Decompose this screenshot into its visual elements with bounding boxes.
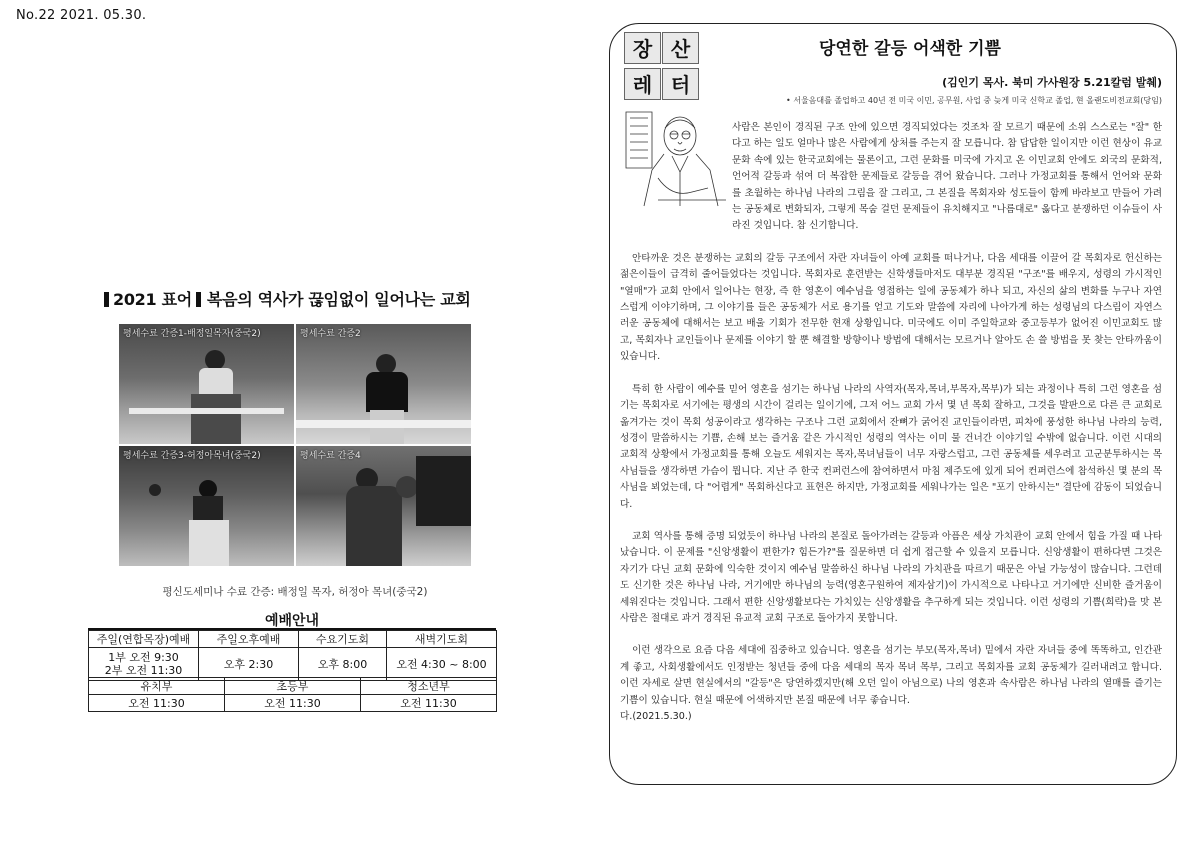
- testimony-photo-grid: [119, 324, 471, 566]
- letter-paragraph-1: 사람은 본인이 경직된 구조 안에 있으면 경직되었다는 것조차 잘 모르기 때문에 소위 스스로는 "잘" 한다고 하는 일도 얼마나 많은 사람에게 상처를 주는지 잘 모릅니다. 참 답답한 일이지만 이런 현상이 유교문화 속에 있는 한국교회에는 물론이고, 그런 문화를 미국에 가지고 온 이민교회 안에도 외국의 문화적, 언어적 갈등과 섞여 더 복잡한 문제들로 갈등을 겪어 왔습니다. 그러나 가정교회를 통해서 언어와 문화를 초월하는 하나님 나라의 그림을 잘 그리고, 그 본질을 목회자와 성도들이 함께 바라보고 만들어 가려는 공동체로 변화되자, 그렇게 목숨 걸던 문제들이 유치해지고 "나름대로" 옳다고 분쟁하던 이슈들이 사라진 것입니다. 참 신기합니다.: [732, 122, 1162, 232]
- letter-paragraph-4: 교회 역사를 통해 증명 되었듯이 하나님 나라의 본질로 돌아가려는 갈등과 아픔은 세상 가치관이 교회 안에서 힘을 가질 때 나타났습니다. 이 문제를 "신앙생활이 편한가? 힘든가?"를 질문하면 더 쉽게 접근할 수 있을지 모릅니다. 신앙생활이 편하다면 그것은 자기가 다닌 교회 문화에 익숙한 것이지 예수님 말씀하신 하나님 나라의 가치관을 따르기 때문은 아닐 가능성이 많습니다. 그런데도 신기한 것은 하나님 나라, 거기에만 하나님의 능력(영혼구원하여 제자삼기)이 가시적으로 나타나고 거기에만 신비한 즐거움이 세워진다는 것입니다. 그래서 편한 신앙생활보다는 가치있는 신앙생활을 추구하게 되는 것입니다. 이런 성령의 기쁨(희락)을 맛 본 사람은 절대로 과거 경직된 유교적 교회 구조로 돌아가지 못합니다.: [620, 530, 1162, 624]
- value-dawn: 오전 4:30 ~ 8:00: [387, 648, 497, 681]
- value-sunday-afternoon: 오후 2:30: [199, 648, 299, 681]
- letter-paragraph-5: 이런 생각으로 요즘 다음 세대에 집중하고 있습니다. 영혼을 섬기는 부모(목자,목녀) 밑에서 자란 자녀들 중에 똑똑하고, 인간관계 좋고, 사회생활에서도 인정받는 청년들 중에 다음 세대의 목자 목녀 목부, 그리고 목회자를 교회 공동체가 길러내려고 합니다. 이런 자세로 살면 현실에서의 "갈등"은 당연하겠지만(해 오던 일이 아님으로) 나의 영혼과 속사람은 하나님 나라의 열매를 즐기는 기쁨이 있습니다. 현실 때문에 어색하지만 본질 때문에 너무 좋습니다.: [620, 645, 1162, 706]
- value-kindergarten: 오전 11:30: [89, 695, 225, 712]
- photo-2-caption: 평세수료 간증2: [300, 329, 361, 339]
- header-sunday-afternoon: 주일오후예배: [199, 631, 299, 648]
- testimony-photo-2: [296, 324, 471, 444]
- letter-paragraph-3: 특히 한 사람이 예수를 믿어 영혼을 섬기는 하나님 나라의 사역자(목자,목녀,부목자,목부)가 되는 과정이나 특히 그런 영혼을 섬기는 목회자로 서기에는 평생의 시간이 걸리는 일이기에, 그저 어느 교회 가서 몇 년 목회 잘하고, 그것을 발판으로 다른 큰 교회로 옮겨가는 것이 목회 성공이라고 생각하는 구조나 그런 교회에서 잔뼈가 굵어진 교인들이라면, 피차에 풍성한 하나님 나라의 능력, 성경이 말씀하시는 기쁨, 손해 보는 즐거움 같은 가시적인 성령의 역사는 이미 물 건너간 이야기일 수밖에 없습니다. 이런 시대의 교회적 상황에서 가정교회를 통해 오늘도 세워지는 목자,목녀님들이 너무 자랑스럽고, 그런 공동체를 세우려고 고군분투하시는 목사님들을 생각하면 가슴이 뭡니다. 지난 주 한국 컨퍼런스에 참여하면서 마침 제주도에 있게 되어 컨퍼런스에 참석하신 몇 분의 목사님을 뵈었는데, 다 "어렵게" 목회하신다고 표현은 하지만, 가정교회를 세워나가는 일은 "포기 안하시는" 결단에 감동이 되었습니다.: [620, 383, 1162, 510]
- education-schedule-table: [88, 677, 497, 712]
- letter-body: [620, 120, 1162, 725]
- value-wednesday: 오후 8:00: [299, 648, 387, 681]
- badge-char-4: 터: [662, 68, 699, 100]
- value-youth: 오전 11:30: [361, 695, 497, 712]
- heading-bar-left: [104, 292, 109, 307]
- header-elementary: 초등부: [225, 678, 361, 695]
- testimony-photo-3: [119, 446, 294, 566]
- header-wednesday: 수요기도회: [299, 631, 387, 648]
- testimony-photo-4: [296, 446, 471, 566]
- letter-badge: [624, 32, 704, 102]
- header-youth: 청소년부: [361, 678, 497, 695]
- header-kindergarten: 유치부: [89, 678, 225, 695]
- photo-3-caption: 평세수료 간증3-허정아목녀(중국2): [123, 451, 261, 461]
- motto-year: 2021 표어: [113, 290, 192, 309]
- header-dawn: 새벽기도회: [387, 631, 497, 648]
- letter-paragraph-2: 안타까운 것은 분쟁하는 교회의 갈등 구조에서 자란 자녀들이 아예 교회를 떠나거나, 다음 세대를 이끌어 갈 목회자로 헌신하는 젊은이들이 급격히 줄어들었다는 것입니다. 목회자로 훈련받는 신학생들마저도 대부분 경직된 "구조"를 배우지, 성령의 가시적인 "열매"가 교회 안에서 일어나는 현장, 즉 한 영혼이 예수님을 영접하는 일에 공동체가 하나 되고, 자신의 삶의 변화를 누구나 자연스럽게 이야기하며, 그 이야기를 들은 공동체가 서로 용기를 얻고 기도와 말씀에 자리에 나아가게 하는 성령님의 다스림이 자연스러운 공동체에 대해서는 보고 배울 기회가 전무한 현재 상황입니다. 미국에도 이미 주일학교와 중고등부가 없어진 이민교회도 많고, 목회자나 교인들이나 문제를 이야기 할 뿐 해결할 방향이나 방법에 대해서는 모르거나 알아도 손 쓸 방법을 못 찾는 안타까움이 있습니다.: [620, 252, 1162, 363]
- letter-author: (김인기 목사. 북미 가사원장 5.21칼럼 발췌): [942, 76, 1162, 89]
- value-sunday-line2: 2부 오전 11:30: [104, 664, 183, 677]
- badge-char-3: 레: [624, 68, 661, 100]
- testimony-photo-1: [119, 324, 294, 444]
- author-bio: • 서울음대를 졸업하고 40년 전 미국 이민, 공무원, 사업 중 늦게 미국 신학교 졸업, 현 올랜도비전교회(당임): [785, 96, 1162, 105]
- heading-bar-right: [196, 292, 201, 307]
- badge-char-1: 장: [624, 32, 661, 64]
- photo-4-caption: 평세수료 간증4: [300, 451, 361, 461]
- issue-number-date: No.22 2021. 05.30.: [16, 8, 147, 23]
- worship-schedule-table: [88, 630, 497, 681]
- portrait-space: [620, 120, 732, 220]
- value-sunday-line1: 1부 오전 9:30: [108, 651, 179, 664]
- motto-heading: [104, 287, 494, 310]
- worship-guide-title: 예배안내: [264, 613, 320, 629]
- photo-caption: 평신도세미나 수료 간증: 배정일 목자, 허정아 목녀(중국2): [162, 586, 428, 598]
- motto-text: 복음의 역사가 끊임없이 일어나는 교회: [206, 290, 471, 309]
- value-elementary: 오전 11:30: [225, 695, 361, 712]
- letter-date: 다.(2021.5.30.): [620, 711, 692, 722]
- value-sunday: [89, 648, 199, 681]
- photo-1-caption: 평세수료 간증1-배정일목자(중국2): [123, 329, 261, 339]
- header-sunday: 주일(연합목장)예배: [89, 631, 199, 648]
- badge-char-2: 산: [662, 32, 699, 64]
- letter-title: 당연한 갈등 어색한 기쁨: [819, 39, 1001, 59]
